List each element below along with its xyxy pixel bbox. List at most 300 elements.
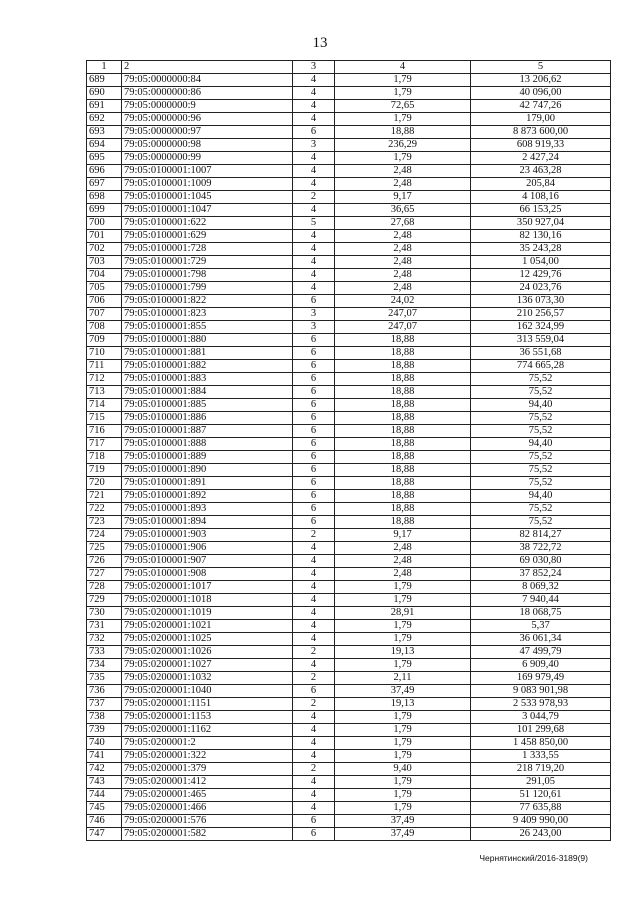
group-cell: 4	[293, 269, 335, 282]
cadastral-number-cell: 79:05:0100001:855	[122, 321, 293, 334]
group-cell: 4	[293, 737, 335, 750]
rate-cell: 37,49	[335, 685, 471, 698]
table-row	[87, 568, 611, 581]
table-row	[87, 139, 611, 152]
rate-cell: 18,88	[335, 503, 471, 516]
cadastral-number-cell: 79:05:0100001:894	[122, 516, 293, 529]
cadastral-number-cell: 79:05:0100001:728	[122, 243, 293, 256]
table-row	[87, 425, 611, 438]
group-cell: 2	[293, 698, 335, 711]
column-header: 2	[122, 61, 293, 74]
rate-cell: 2,48	[335, 555, 471, 568]
rate-cell: 1,79	[335, 659, 471, 672]
table-row	[87, 373, 611, 386]
group-cell: 6	[293, 516, 335, 529]
cadastral-number-cell: 79:05:0100001:1047	[122, 204, 293, 217]
cadastral-number-cell: 79:05:0100001:822	[122, 295, 293, 308]
rate-cell: 37,49	[335, 815, 471, 828]
rate-cell: 1,79	[335, 581, 471, 594]
cadastral-number-cell: 79:05:0100001:888	[122, 438, 293, 451]
rate-cell: 9,40	[335, 763, 471, 776]
cadastral-number-cell: 79:05:0100001:903	[122, 529, 293, 542]
group-cell: 2	[293, 763, 335, 776]
table-row	[87, 165, 611, 178]
cadastral-number-cell: 79:05:0000000:97	[122, 126, 293, 139]
table-row	[87, 607, 611, 620]
amount-cell: 38 722,72	[471, 542, 611, 555]
amount-cell: 136 073,30	[471, 295, 611, 308]
table-row	[87, 464, 611, 477]
rate-cell: 36,65	[335, 204, 471, 217]
rate-cell: 1,79	[335, 113, 471, 126]
table-row	[87, 100, 611, 113]
row-number-cell: 710	[87, 347, 122, 360]
row-number-cell: 719	[87, 464, 122, 477]
group-cell: 4	[293, 555, 335, 568]
group-cell: 2	[293, 646, 335, 659]
row-number-cell: 707	[87, 308, 122, 321]
amount-cell: 82 814,27	[471, 529, 611, 542]
row-number-cell: 705	[87, 282, 122, 295]
group-cell: 4	[293, 204, 335, 217]
row-number-cell: 731	[87, 620, 122, 633]
group-cell: 4	[293, 659, 335, 672]
amount-cell: 1 054,00	[471, 256, 611, 269]
table-row	[87, 633, 611, 646]
table-row	[87, 698, 611, 711]
amount-cell: 66 153,25	[471, 204, 611, 217]
group-cell: 6	[293, 477, 335, 490]
rate-cell: 2,48	[335, 256, 471, 269]
amount-cell: 94,40	[471, 438, 611, 451]
row-number-cell: 718	[87, 451, 122, 464]
column-header: 1	[87, 61, 122, 74]
cadastral-number-cell: 79:05:0200001:466	[122, 802, 293, 815]
rate-cell: 1,79	[335, 802, 471, 815]
amount-cell: 3 044,79	[471, 711, 611, 724]
row-number-cell: 745	[87, 802, 122, 815]
row-number-cell: 725	[87, 542, 122, 555]
row-number-cell: 723	[87, 516, 122, 529]
group-cell: 6	[293, 295, 335, 308]
group-cell: 4	[293, 243, 335, 256]
table-row	[87, 490, 611, 503]
amount-cell: 75,52	[471, 516, 611, 529]
rate-cell: 1,79	[335, 87, 471, 100]
cadastral-number-cell: 79:05:0100001:890	[122, 464, 293, 477]
amount-cell: 94,40	[471, 490, 611, 503]
cadastral-number-cell: 79:05:0100001:887	[122, 425, 293, 438]
row-number-cell: 691	[87, 100, 122, 113]
cadastral-number-cell: 79:05:0100001:1045	[122, 191, 293, 204]
cadastral-number-cell: 79:05:0000000:86	[122, 87, 293, 100]
amount-cell: 608 919,33	[471, 139, 611, 152]
table-row	[87, 828, 611, 841]
row-number-cell: 734	[87, 659, 122, 672]
rate-cell: 18,88	[335, 334, 471, 347]
row-number-cell: 703	[87, 256, 122, 269]
cadastral-number-cell: 79:05:0200001:1018	[122, 594, 293, 607]
rate-cell: 9,17	[335, 191, 471, 204]
table-row	[87, 360, 611, 373]
column-header: 5	[471, 61, 611, 74]
table-row	[87, 646, 611, 659]
cadastral-number-cell: 79:05:0200001:1032	[122, 672, 293, 685]
amount-cell: 36 061,34	[471, 633, 611, 646]
table-row	[87, 750, 611, 763]
rate-cell: 1,79	[335, 724, 471, 737]
row-number-cell: 706	[87, 295, 122, 308]
row-number-cell: 709	[87, 334, 122, 347]
group-cell: 3	[293, 139, 335, 152]
table-row	[87, 659, 611, 672]
column-header: 4	[335, 61, 471, 74]
cadastral-number-cell: 79:05:0100001:908	[122, 568, 293, 581]
table-row	[87, 113, 611, 126]
row-number-cell: 728	[87, 581, 122, 594]
table-row	[87, 776, 611, 789]
row-number-cell: 697	[87, 178, 122, 191]
group-cell: 4	[293, 776, 335, 789]
rate-cell: 2,48	[335, 243, 471, 256]
group-cell: 4	[293, 230, 335, 243]
cadastral-number-cell: 79:05:0100001:629	[122, 230, 293, 243]
table-row	[87, 178, 611, 191]
table-row	[87, 269, 611, 282]
row-number-cell: 698	[87, 191, 122, 204]
cadastral-number-cell: 79:05:0100001:907	[122, 555, 293, 568]
rate-cell: 28,91	[335, 607, 471, 620]
cadastral-number-cell: 79:05:0200001:1019	[122, 607, 293, 620]
rate-cell: 1,79	[335, 737, 471, 750]
amount-cell: 1 333,55	[471, 750, 611, 763]
rate-cell: 2,48	[335, 282, 471, 295]
cadastral-number-cell: 79:05:0100001:886	[122, 412, 293, 425]
table-row	[87, 594, 611, 607]
table-row	[87, 503, 611, 516]
row-number-cell: 738	[87, 711, 122, 724]
amount-cell: 179,00	[471, 113, 611, 126]
group-cell: 4	[293, 620, 335, 633]
cadastral-number-cell: 79:05:0200001:1021	[122, 620, 293, 633]
amount-cell: 75,52	[471, 412, 611, 425]
group-cell: 4	[293, 256, 335, 269]
table-row	[87, 308, 611, 321]
row-number-cell: 733	[87, 646, 122, 659]
table-row	[87, 555, 611, 568]
group-cell: 4	[293, 282, 335, 295]
amount-cell: 210 256,57	[471, 308, 611, 321]
group-cell: 6	[293, 464, 335, 477]
rate-cell: 2,48	[335, 542, 471, 555]
row-number-cell: 743	[87, 776, 122, 789]
group-cell: 2	[293, 672, 335, 685]
amount-cell: 9 083 901,98	[471, 685, 611, 698]
group-cell: 6	[293, 386, 335, 399]
row-number-cell: 702	[87, 243, 122, 256]
cadastral-number-cell: 79:05:0100001:823	[122, 308, 293, 321]
amount-cell: 291,05	[471, 776, 611, 789]
cadastral-number-cell: 79:05:0200001:582	[122, 828, 293, 841]
rate-cell: 72,65	[335, 100, 471, 113]
amount-cell: 75,52	[471, 503, 611, 516]
table-row	[87, 386, 611, 399]
rate-cell: 18,88	[335, 451, 471, 464]
amount-cell: 18 068,75	[471, 607, 611, 620]
cadastral-number-cell: 79:05:0100001:881	[122, 347, 293, 360]
table-row	[87, 685, 611, 698]
amount-cell: 4 108,16	[471, 191, 611, 204]
amount-cell: 36 551,68	[471, 347, 611, 360]
table-row	[87, 516, 611, 529]
row-number-cell: 730	[87, 607, 122, 620]
row-number-cell: 741	[87, 750, 122, 763]
amount-cell: 40 096,00	[471, 87, 611, 100]
group-cell: 4	[293, 711, 335, 724]
amount-cell: 69 030,80	[471, 555, 611, 568]
table-body	[87, 74, 611, 841]
cadastral-number-cell: 79:05:0200001:1162	[122, 724, 293, 737]
cadastral-number-cell: 79:05:0000000:9	[122, 100, 293, 113]
amount-cell: 94,40	[471, 399, 611, 412]
table-row	[87, 451, 611, 464]
rate-cell: 18,88	[335, 425, 471, 438]
rate-cell: 18,88	[335, 399, 471, 412]
rate-cell: 37,49	[335, 828, 471, 841]
table-row	[87, 334, 611, 347]
amount-cell: 162 324,99	[471, 321, 611, 334]
amount-cell: 51 120,61	[471, 789, 611, 802]
table-row	[87, 217, 611, 230]
row-number-cell: 726	[87, 555, 122, 568]
row-number-cell: 704	[87, 269, 122, 282]
group-cell: 4	[293, 113, 335, 126]
table-row	[87, 711, 611, 724]
group-cell: 4	[293, 178, 335, 191]
row-number-cell: 740	[87, 737, 122, 750]
rate-cell: 1,79	[335, 594, 471, 607]
group-cell: 4	[293, 542, 335, 555]
document-code: Чернятинский/2016-3189(9)	[479, 853, 588, 863]
group-cell: 6	[293, 126, 335, 139]
rate-cell: 18,88	[335, 386, 471, 399]
amount-cell: 75,52	[471, 373, 611, 386]
group-cell: 6	[293, 685, 335, 698]
cadastral-number-cell: 79:05:0100001:622	[122, 217, 293, 230]
row-number-cell: 711	[87, 360, 122, 373]
cadastral-number-cell: 79:05:0200001:379	[122, 763, 293, 776]
cadastral-number-cell: 79:05:0200001:465	[122, 789, 293, 802]
group-cell: 6	[293, 815, 335, 828]
row-number-cell: 742	[87, 763, 122, 776]
cadastral-number-cell: 79:05:0100001:889	[122, 451, 293, 464]
group-cell: 6	[293, 490, 335, 503]
rate-cell: 18,88	[335, 360, 471, 373]
row-number-cell: 746	[87, 815, 122, 828]
cadastral-number-cell: 79:05:0200001:1153	[122, 711, 293, 724]
group-cell: 6	[293, 360, 335, 373]
amount-cell: 7 940,44	[471, 594, 611, 607]
cadastral-number-cell: 79:05:0200001:1017	[122, 581, 293, 594]
group-cell: 4	[293, 74, 335, 87]
amount-cell: 1 458 850,00	[471, 737, 611, 750]
cadastral-table	[86, 60, 611, 841]
table-row	[87, 477, 611, 490]
row-number-cell: 699	[87, 204, 122, 217]
amount-cell: 75,52	[471, 464, 611, 477]
row-number-cell: 689	[87, 74, 122, 87]
row-number-cell: 712	[87, 373, 122, 386]
rate-cell: 1,79	[335, 152, 471, 165]
table-row	[87, 204, 611, 217]
amount-cell: 26 243,00	[471, 828, 611, 841]
row-number-cell: 727	[87, 568, 122, 581]
rate-cell: 2,48	[335, 178, 471, 191]
amount-cell: 82 130,16	[471, 230, 611, 243]
cadastral-number-cell: 79:05:0200001:322	[122, 750, 293, 763]
table-row	[87, 243, 611, 256]
amount-cell: 8 069,32	[471, 581, 611, 594]
rate-cell: 1,79	[335, 776, 471, 789]
cadastral-number-cell: 79:05:0200001:1025	[122, 633, 293, 646]
group-cell: 6	[293, 438, 335, 451]
amount-cell: 24 023,76	[471, 282, 611, 295]
row-number-cell: 715	[87, 412, 122, 425]
group-cell: 2	[293, 191, 335, 204]
rate-cell: 2,48	[335, 269, 471, 282]
table-row	[87, 438, 611, 451]
amount-cell: 37 852,24	[471, 568, 611, 581]
cadastral-number-cell: 79:05:0000000:96	[122, 113, 293, 126]
group-cell: 6	[293, 347, 335, 360]
amount-cell: 75,52	[471, 386, 611, 399]
rate-cell: 2,11	[335, 672, 471, 685]
rate-cell: 18,88	[335, 412, 471, 425]
row-number-cell: 735	[87, 672, 122, 685]
table-row	[87, 802, 611, 815]
rate-cell: 24,02	[335, 295, 471, 308]
group-cell: 4	[293, 802, 335, 815]
rate-cell: 18,88	[335, 477, 471, 490]
rate-cell: 18,88	[335, 516, 471, 529]
row-number-cell: 713	[87, 386, 122, 399]
header-row	[87, 61, 611, 74]
group-cell: 5	[293, 217, 335, 230]
table-row	[87, 789, 611, 802]
cadastral-number-cell: 79:05:0100001:892	[122, 490, 293, 503]
table-row	[87, 191, 611, 204]
rate-cell: 1,79	[335, 711, 471, 724]
amount-cell: 313 559,04	[471, 334, 611, 347]
table-row	[87, 620, 611, 633]
cadastral-number-cell: 79:05:0200001:412	[122, 776, 293, 789]
row-number-cell: 714	[87, 399, 122, 412]
table-row	[87, 724, 611, 737]
table-row	[87, 74, 611, 87]
table-row	[87, 529, 611, 542]
page-number: 13	[312, 35, 328, 51]
rate-cell: 1,79	[335, 633, 471, 646]
group-cell: 6	[293, 334, 335, 347]
row-number-cell: 693	[87, 126, 122, 139]
rate-cell: 18,88	[335, 464, 471, 477]
row-number-cell: 694	[87, 139, 122, 152]
amount-cell: 75,52	[471, 425, 611, 438]
group-cell: 4	[293, 789, 335, 802]
cadastral-number-cell: 79:05:0200001:1151	[122, 698, 293, 711]
cadastral-number-cell: 79:05:0100001:884	[122, 386, 293, 399]
group-cell: 4	[293, 724, 335, 737]
rate-cell: 18,88	[335, 347, 471, 360]
amount-cell: 169 979,49	[471, 672, 611, 685]
table-row	[87, 282, 611, 295]
amount-cell: 75,52	[471, 451, 611, 464]
row-number-cell: 722	[87, 503, 122, 516]
table-row	[87, 412, 611, 425]
table-header	[87, 61, 611, 74]
group-cell: 3	[293, 321, 335, 334]
cadastral-number-cell: 79:05:0200001:1026	[122, 646, 293, 659]
group-cell: 6	[293, 503, 335, 516]
rate-cell: 2,48	[335, 165, 471, 178]
group-cell: 4	[293, 750, 335, 763]
rate-cell: 247,07	[335, 308, 471, 321]
cadastral-number-cell: 79:05:0100001:729	[122, 256, 293, 269]
group-cell: 6	[293, 399, 335, 412]
table-row	[87, 256, 611, 269]
cadastral-number-cell: 79:05:0100001:883	[122, 373, 293, 386]
row-number-cell: 732	[87, 633, 122, 646]
cadastral-number-cell: 79:05:0200001:1027	[122, 659, 293, 672]
amount-cell: 774 665,28	[471, 360, 611, 373]
amount-cell: 101 299,68	[471, 724, 611, 737]
table-row	[87, 230, 611, 243]
row-number-cell: 744	[87, 789, 122, 802]
table-row	[87, 581, 611, 594]
group-cell: 4	[293, 633, 335, 646]
row-number-cell: 747	[87, 828, 122, 841]
cadastral-number-cell: 79:05:0100001:798	[122, 269, 293, 282]
table-row	[87, 763, 611, 776]
amount-cell: 12 429,76	[471, 269, 611, 282]
cadastral-number-cell: 79:05:0000000:84	[122, 74, 293, 87]
table-row	[87, 152, 611, 165]
rate-cell: 19,13	[335, 698, 471, 711]
rate-cell: 1,79	[335, 74, 471, 87]
amount-cell: 47 499,79	[471, 646, 611, 659]
group-cell: 6	[293, 828, 335, 841]
group-cell: 4	[293, 165, 335, 178]
group-cell: 4	[293, 152, 335, 165]
cadastral-number-cell: 79:05:0200001:576	[122, 815, 293, 828]
row-number-cell: 736	[87, 685, 122, 698]
row-number-cell: 708	[87, 321, 122, 334]
cadastral-number-cell: 79:05:0100001:1009	[122, 178, 293, 191]
amount-cell: 9 409 990,00	[471, 815, 611, 828]
amount-cell: 42 747,26	[471, 100, 611, 113]
rate-cell: 27,68	[335, 217, 471, 230]
row-number-cell: 720	[87, 477, 122, 490]
rate-cell: 9,17	[335, 529, 471, 542]
table-row	[87, 347, 611, 360]
amount-cell: 23 463,28	[471, 165, 611, 178]
group-cell: 6	[293, 373, 335, 386]
table-row	[87, 295, 611, 308]
cadastral-number-cell: 79:05:0100001:799	[122, 282, 293, 295]
table-row	[87, 542, 611, 555]
rate-cell: 1,79	[335, 789, 471, 802]
table-row	[87, 321, 611, 334]
